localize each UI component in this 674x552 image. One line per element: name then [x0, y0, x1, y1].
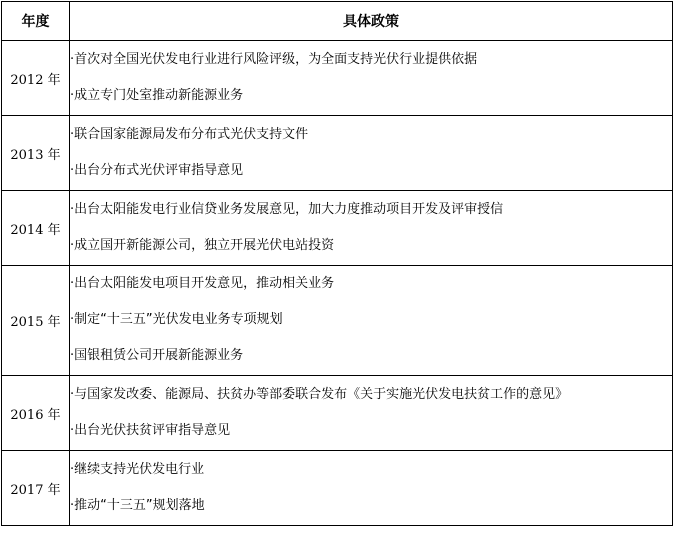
table-row [2, 191, 673, 266]
table-row [2, 116, 673, 191]
policy-cell [70, 41, 673, 116]
year-cell: 2015 年 [2, 266, 70, 376]
policy-item: ·国银租赁公司开展新能源业务 [70, 348, 244, 363]
header-policy: 具体政策 [70, 2, 673, 41]
policy-item: ·与国家发改委、能源局、扶贫办等部委联合发布《关于实施光伏发电扶贫工作的意见》 [70, 387, 569, 402]
table-row [2, 41, 673, 116]
policy-item: ·成立专门处室推动新能源业务 [70, 88, 244, 103]
table-row [2, 266, 673, 376]
policy-cell [70, 266, 673, 376]
policy-item: ·成立国开新能源公司，独立开展光伏电站投资 [70, 238, 335, 253]
policy-item: ·首次对全国光伏发电行业进行风险评级，为全面支持光伏行业提供依据 [70, 52, 478, 67]
policy-cell [70, 376, 673, 451]
policy-cell [70, 116, 673, 191]
policy-item: ·出台光伏扶贫评审指导意见 [70, 423, 231, 438]
table-row [2, 451, 673, 526]
year-cell: 2014 年 [2, 191, 70, 266]
policy-cell [70, 191, 673, 266]
header-year: 年度 [2, 2, 70, 41]
policy-item: ·出台太阳能发电项目开发意见，推动相关业务 [70, 276, 335, 291]
policy-item: ·出台太阳能发电行业信贷业务发展意见，加大力度推动项目开发及评审授信 [70, 202, 504, 217]
policy-item: ·制定“十三五”光伏发电业务专项规划 [70, 312, 283, 327]
header-row [2, 2, 673, 41]
policy-item: ·联合国家能源局发布分布式光伏支持文件 [70, 127, 309, 142]
year-cell: 2017 年 [2, 451, 70, 526]
year-cell: 2016 年 [2, 376, 70, 451]
year-cell: 2013 年 [2, 116, 70, 191]
policy-table [1, 1, 673, 526]
policy-item: ·继续支持光伏发电行业 [70, 462, 205, 477]
table-row [2, 376, 673, 451]
policy-item: ·出台分布式光伏评审指导意见 [70, 163, 244, 178]
year-cell: 2012 年 [2, 41, 70, 116]
policy-cell [70, 451, 673, 526]
policy-item: ·推动“十三五”规划落地 [70, 498, 205, 513]
